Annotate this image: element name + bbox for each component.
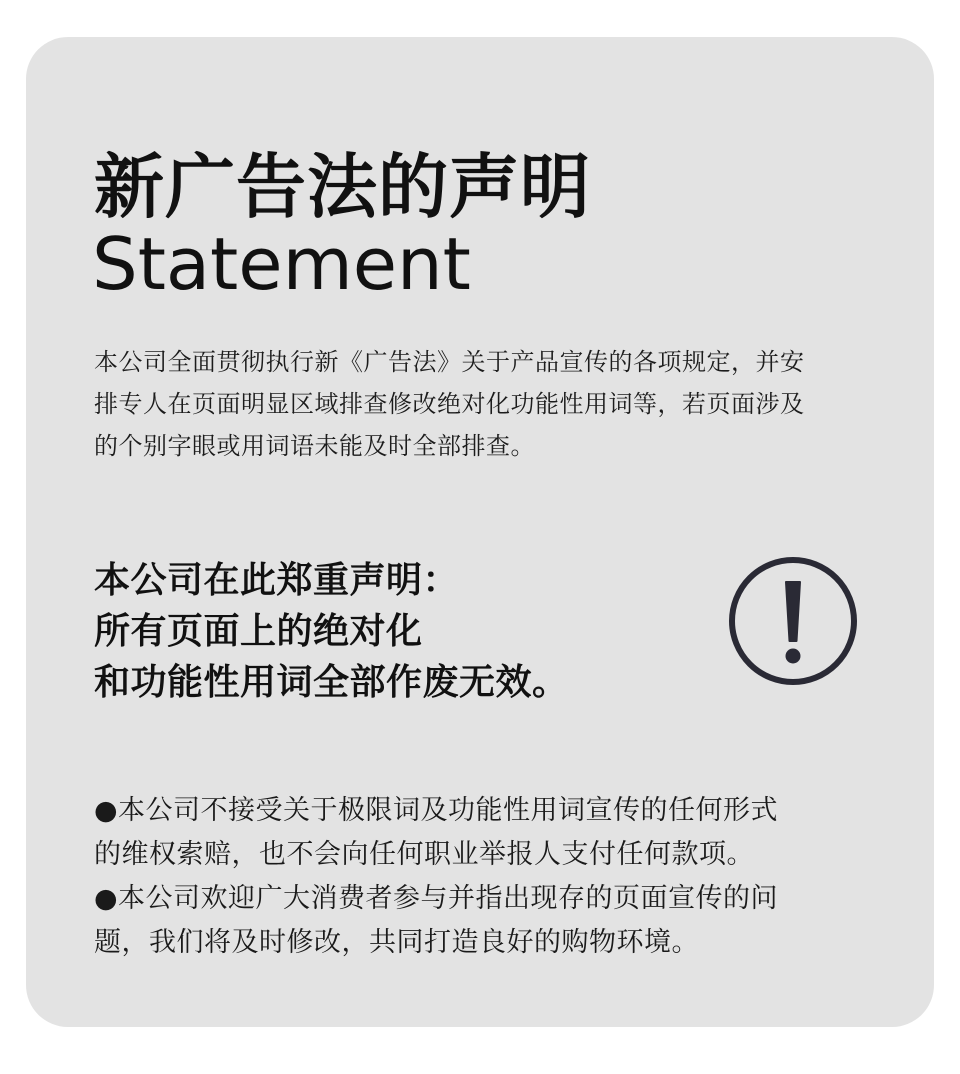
declaration-line: 和功能性用词全部作废无效。 — [94, 662, 569, 703]
page-subtitle: Statement — [92, 222, 471, 306]
exclamation-circle-icon — [726, 554, 860, 688]
notes-line: ●本公司不接受关于极限词及功能性用词宣传的任何形式 — [94, 795, 779, 826]
notes-line: ●本公司欢迎广大消费者参与并指出现存的页面宣传的问 — [94, 883, 779, 914]
intro-line: 排专人在页面明显区域排查修改绝对化功能性用词等，若页面涉及 — [94, 390, 805, 418]
intro-paragraph — [94, 341, 874, 467]
intro-line: 本公司全面贯彻执行新《广告法》关于产品宣传的各项规定，并安 — [94, 348, 805, 376]
intro-line: 的个别字眼或用词语未能及时全部排查。 — [94, 432, 535, 460]
notes-line: 的维权索赔，也不会向任何职业举报人支付任何款项。 — [94, 839, 754, 870]
declaration-line: 本公司在此郑重声明： — [94, 560, 460, 601]
declaration-text — [94, 555, 569, 708]
declaration-line: 所有页面上的绝对化 — [94, 611, 423, 652]
statement-card — [26, 37, 934, 1027]
notes-line: 题，我们将及时修改，共同打造良好的购物环境。 — [94, 927, 699, 958]
page-title: 新广告法的声明 — [94, 146, 591, 228]
notes-paragraph — [94, 789, 884, 965]
